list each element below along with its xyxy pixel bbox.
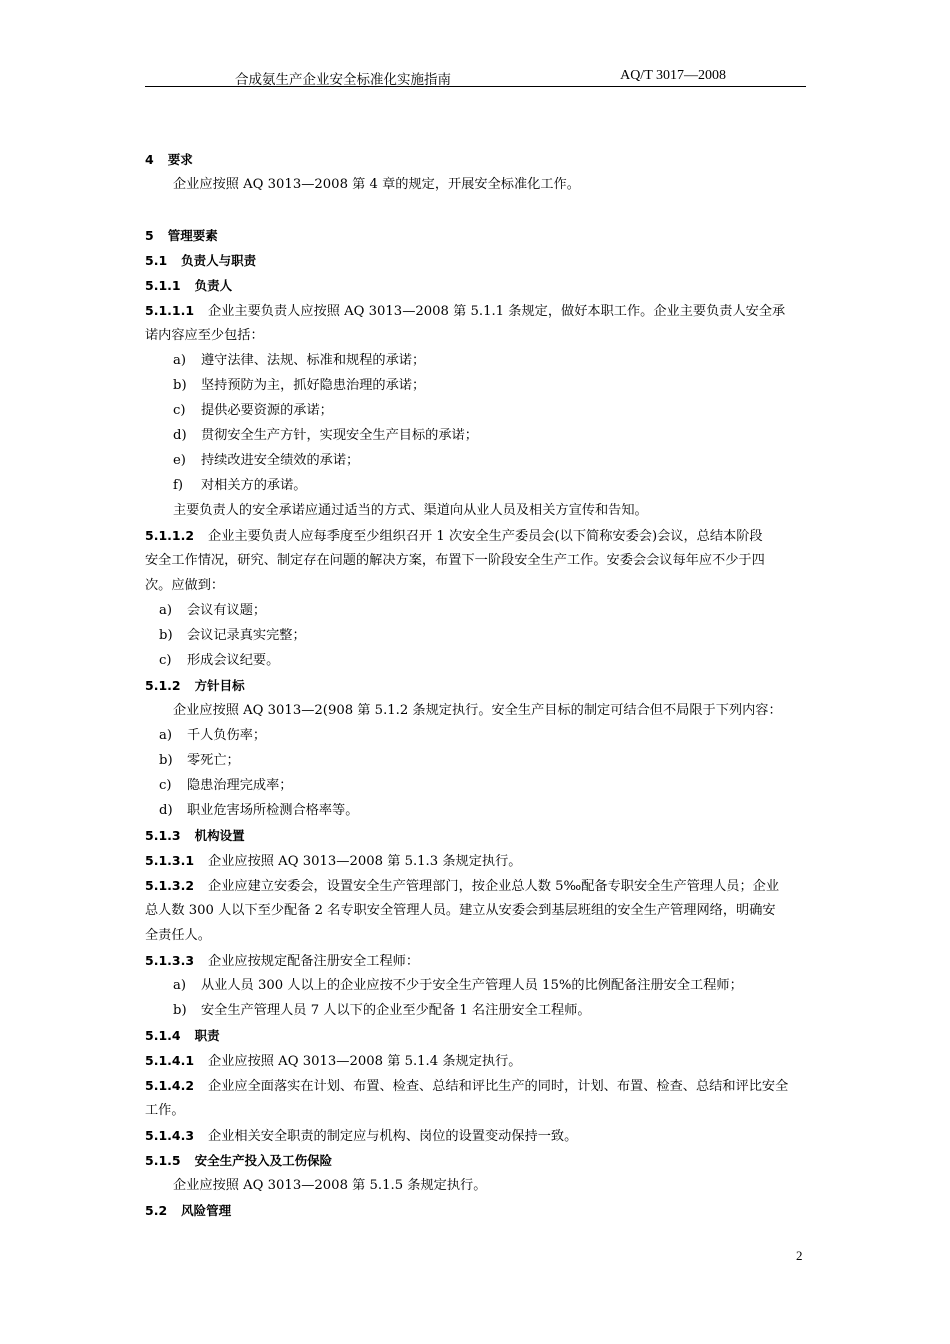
clause-line bbox=[145, 301, 810, 322]
clause-text: 企业应按照 AQ 3013—2008 第 5.1.3 条规定执行。 bbox=[208, 854, 522, 869]
list-item bbox=[159, 776, 824, 796]
list-item-text: 遵守法律、法规、标准和规程的承诺； bbox=[201, 353, 426, 368]
clause-line bbox=[145, 526, 810, 547]
paragraph-continuation: 安全工作情况，研究、制定存在问题的解决方案，布置下一阶段安全生产工作。安委会会议每年应不少于四 bbox=[145, 553, 765, 568]
section-heading bbox=[145, 1151, 810, 1172]
list-item-text: 持续改进安全绩效的承诺； bbox=[201, 453, 360, 468]
list-item-label: c) bbox=[159, 653, 172, 668]
section-heading bbox=[145, 251, 810, 272]
clause-number: 5.1.4.2 bbox=[145, 1078, 195, 1093]
list-item-label: d) bbox=[173, 428, 187, 443]
section-number: 5.1 bbox=[145, 253, 168, 268]
paragraph-line: 企业应按照 AQ 3013—2008 第 4 章的规定，开展安全标准化工作。 bbox=[173, 177, 580, 192]
list-item-text: 从业人员 300 人以上的企业应按不少于安全生产管理人员 15%的比例配备注册安全工程师； bbox=[201, 978, 743, 993]
list-item-label: a) bbox=[173, 353, 187, 368]
paragraph-continuation: 工作。 bbox=[145, 1103, 185, 1118]
clause-text: 企业应按照 AQ 3013—2008 第 5.1.4 条规定执行。 bbox=[208, 1054, 522, 1069]
section-heading bbox=[145, 276, 810, 297]
section-number: 4 bbox=[145, 152, 154, 167]
clause-number: 5.1.4.3 bbox=[145, 1128, 195, 1143]
list-item bbox=[173, 451, 838, 471]
section-number: 5.2 bbox=[145, 1203, 168, 1218]
paragraph-continuation: 诺内容应至少包括： bbox=[145, 328, 264, 343]
list-item-label: a) bbox=[173, 978, 187, 993]
list-item-text: 会议有议题； bbox=[187, 603, 267, 618]
list-item-text: 形成会议纪要。 bbox=[187, 653, 280, 668]
list-item-text: 职业危害场所检测合格率等。 bbox=[187, 803, 359, 818]
section-heading bbox=[145, 1026, 810, 1047]
list-item-label: e) bbox=[173, 453, 186, 468]
list-item bbox=[159, 626, 824, 646]
page-header bbox=[145, 64, 806, 87]
list-item bbox=[159, 651, 824, 671]
section-number: 5.1.2 bbox=[145, 678, 181, 693]
clause-number: 5.1.1.1 bbox=[145, 303, 195, 318]
list-item-text: 隐患治理完成率； bbox=[187, 778, 293, 793]
section-heading bbox=[145, 676, 810, 697]
clause-number: 5.1.3.2 bbox=[145, 878, 195, 893]
header-standard-number: AQ/T 3017—2008 bbox=[620, 68, 726, 83]
section-number: 5.1.5 bbox=[145, 1153, 181, 1168]
section-heading bbox=[145, 1201, 810, 1222]
list-item bbox=[159, 751, 824, 771]
list-item-label: f) bbox=[173, 478, 184, 493]
list-item-text: 安全生产管理人员 7 人以下的企业至少配备 1 名注册安全工程师。 bbox=[201, 1003, 591, 1018]
list-item-label: b) bbox=[173, 1003, 187, 1018]
list-item bbox=[173, 376, 838, 396]
list-item-label: c) bbox=[173, 403, 186, 418]
paragraph-line: 企业应按照 AQ 3013—2(908 第 5.1.2 条规定执行。安全生产目标的制定可结合但不局限于下列内容： bbox=[173, 703, 782, 718]
section-title: 负责人 bbox=[194, 278, 233, 293]
list-item-label: a) bbox=[159, 728, 173, 743]
list-item-label: d) bbox=[159, 803, 173, 818]
clause-number: 5.1.1.2 bbox=[145, 528, 195, 543]
section-title: 方针目标 bbox=[194, 678, 245, 693]
list-item-text: 会议记录真实完整； bbox=[187, 628, 306, 643]
section-number: 5 bbox=[145, 228, 154, 243]
section-heading bbox=[145, 226, 810, 247]
section-title: 机构设置 bbox=[194, 828, 245, 843]
paragraph-continuation: 全责任人。 bbox=[145, 928, 211, 943]
section-heading bbox=[145, 826, 810, 847]
clause-text: 企业相关安全职责的制定应与机构、岗位的设置变动保持一致。 bbox=[208, 1129, 578, 1144]
list-item bbox=[173, 351, 838, 371]
clause-number: 5.1.3.3 bbox=[145, 953, 195, 968]
section-title: 职责 bbox=[194, 1028, 220, 1043]
section-number: 5.1.4 bbox=[145, 1028, 181, 1043]
list-item bbox=[173, 401, 838, 421]
clause-text: 企业应建立安委会，设置安全生产管理部门，按企业总人数 5‰配备专职安全生产管理人员；企业 bbox=[208, 879, 780, 894]
clause-line bbox=[145, 851, 810, 872]
clause-text: 企业主要负责人应按照 AQ 3013—2008 第 5.1.1 条规定，做好本职工作。企业主要负责人安全承 bbox=[208, 304, 786, 319]
clause-text: 企业应按规定配备注册安全工程师： bbox=[208, 954, 420, 969]
list-item bbox=[173, 426, 838, 446]
section-title: 安全生产投入及工伤保险 bbox=[194, 1153, 333, 1168]
section-number: 5.1.3 bbox=[145, 828, 181, 843]
paragraph-line: 企业应按照 AQ 3013—2008 第 5.1.5 条规定执行。 bbox=[173, 1178, 487, 1193]
clause-line bbox=[145, 1126, 810, 1147]
list-item-label: b) bbox=[159, 628, 173, 643]
paragraph-continuation: 次。应做到： bbox=[145, 578, 225, 593]
list-item bbox=[159, 601, 824, 621]
section-title: 管理要素 bbox=[167, 228, 218, 243]
list-item-text: 坚持预防为主，抓好隐患治理的承诺； bbox=[201, 378, 426, 393]
clause-number: 5.1.4.1 bbox=[145, 1053, 195, 1068]
header-title: 合成氨生产企业安全标准化实施指南 bbox=[235, 72, 451, 88]
list-item-text: 对相关方的承诺。 bbox=[201, 478, 307, 493]
list-item-label: b) bbox=[159, 753, 173, 768]
list-item-label: c) bbox=[159, 778, 172, 793]
list-item bbox=[159, 726, 824, 746]
list-item-text: 千人负伤率； bbox=[187, 728, 267, 743]
list-item-text: 提供必要资源的承诺； bbox=[201, 403, 333, 418]
clause-text: 企业应全面落实在计划、布置、检查、总结和评比生产的同时，计划、布置、检查、总结和评比安全 bbox=[208, 1079, 789, 1094]
clause-line bbox=[145, 951, 810, 972]
section-heading bbox=[145, 150, 810, 171]
clause-line bbox=[145, 1051, 810, 1072]
list-item bbox=[159, 801, 824, 821]
list-item-label: a) bbox=[159, 603, 173, 618]
section-title: 风险管理 bbox=[181, 1203, 232, 1218]
list-item bbox=[173, 1001, 838, 1021]
clause-line bbox=[145, 876, 810, 897]
paragraph-continuation: 总人数 300 人以下至少配备 2 名专职安全管理人员。建立从安委会到基层班组的安全生产管理网络，明确安 bbox=[145, 903, 776, 918]
list-item bbox=[173, 976, 838, 996]
section-title: 负责人与职责 bbox=[181, 253, 257, 268]
clause-text: 企业主要负责人应每季度至少组织召开 1 次安全生产委员会(以下简称安委会)会议，总结本阶段 bbox=[208, 529, 763, 544]
list-item-text: 贯彻安全生产方针，实现安全生产目标的承诺； bbox=[201, 428, 478, 443]
section-number: 5.1.1 bbox=[145, 278, 181, 293]
list-item-text: 零死亡； bbox=[187, 753, 240, 768]
paragraph-line: 主要负责人的安全承诺应通过适当的方式、渠道向从业人员及相关方宣传和告知。 bbox=[173, 503, 648, 518]
clause-line bbox=[145, 1076, 810, 1097]
list-item bbox=[173, 476, 838, 496]
list-item-label: b) bbox=[173, 378, 187, 393]
clause-number: 5.1.3.1 bbox=[145, 853, 195, 868]
section-title: 要求 bbox=[167, 152, 193, 167]
page-number: 2 bbox=[796, 1248, 803, 1263]
